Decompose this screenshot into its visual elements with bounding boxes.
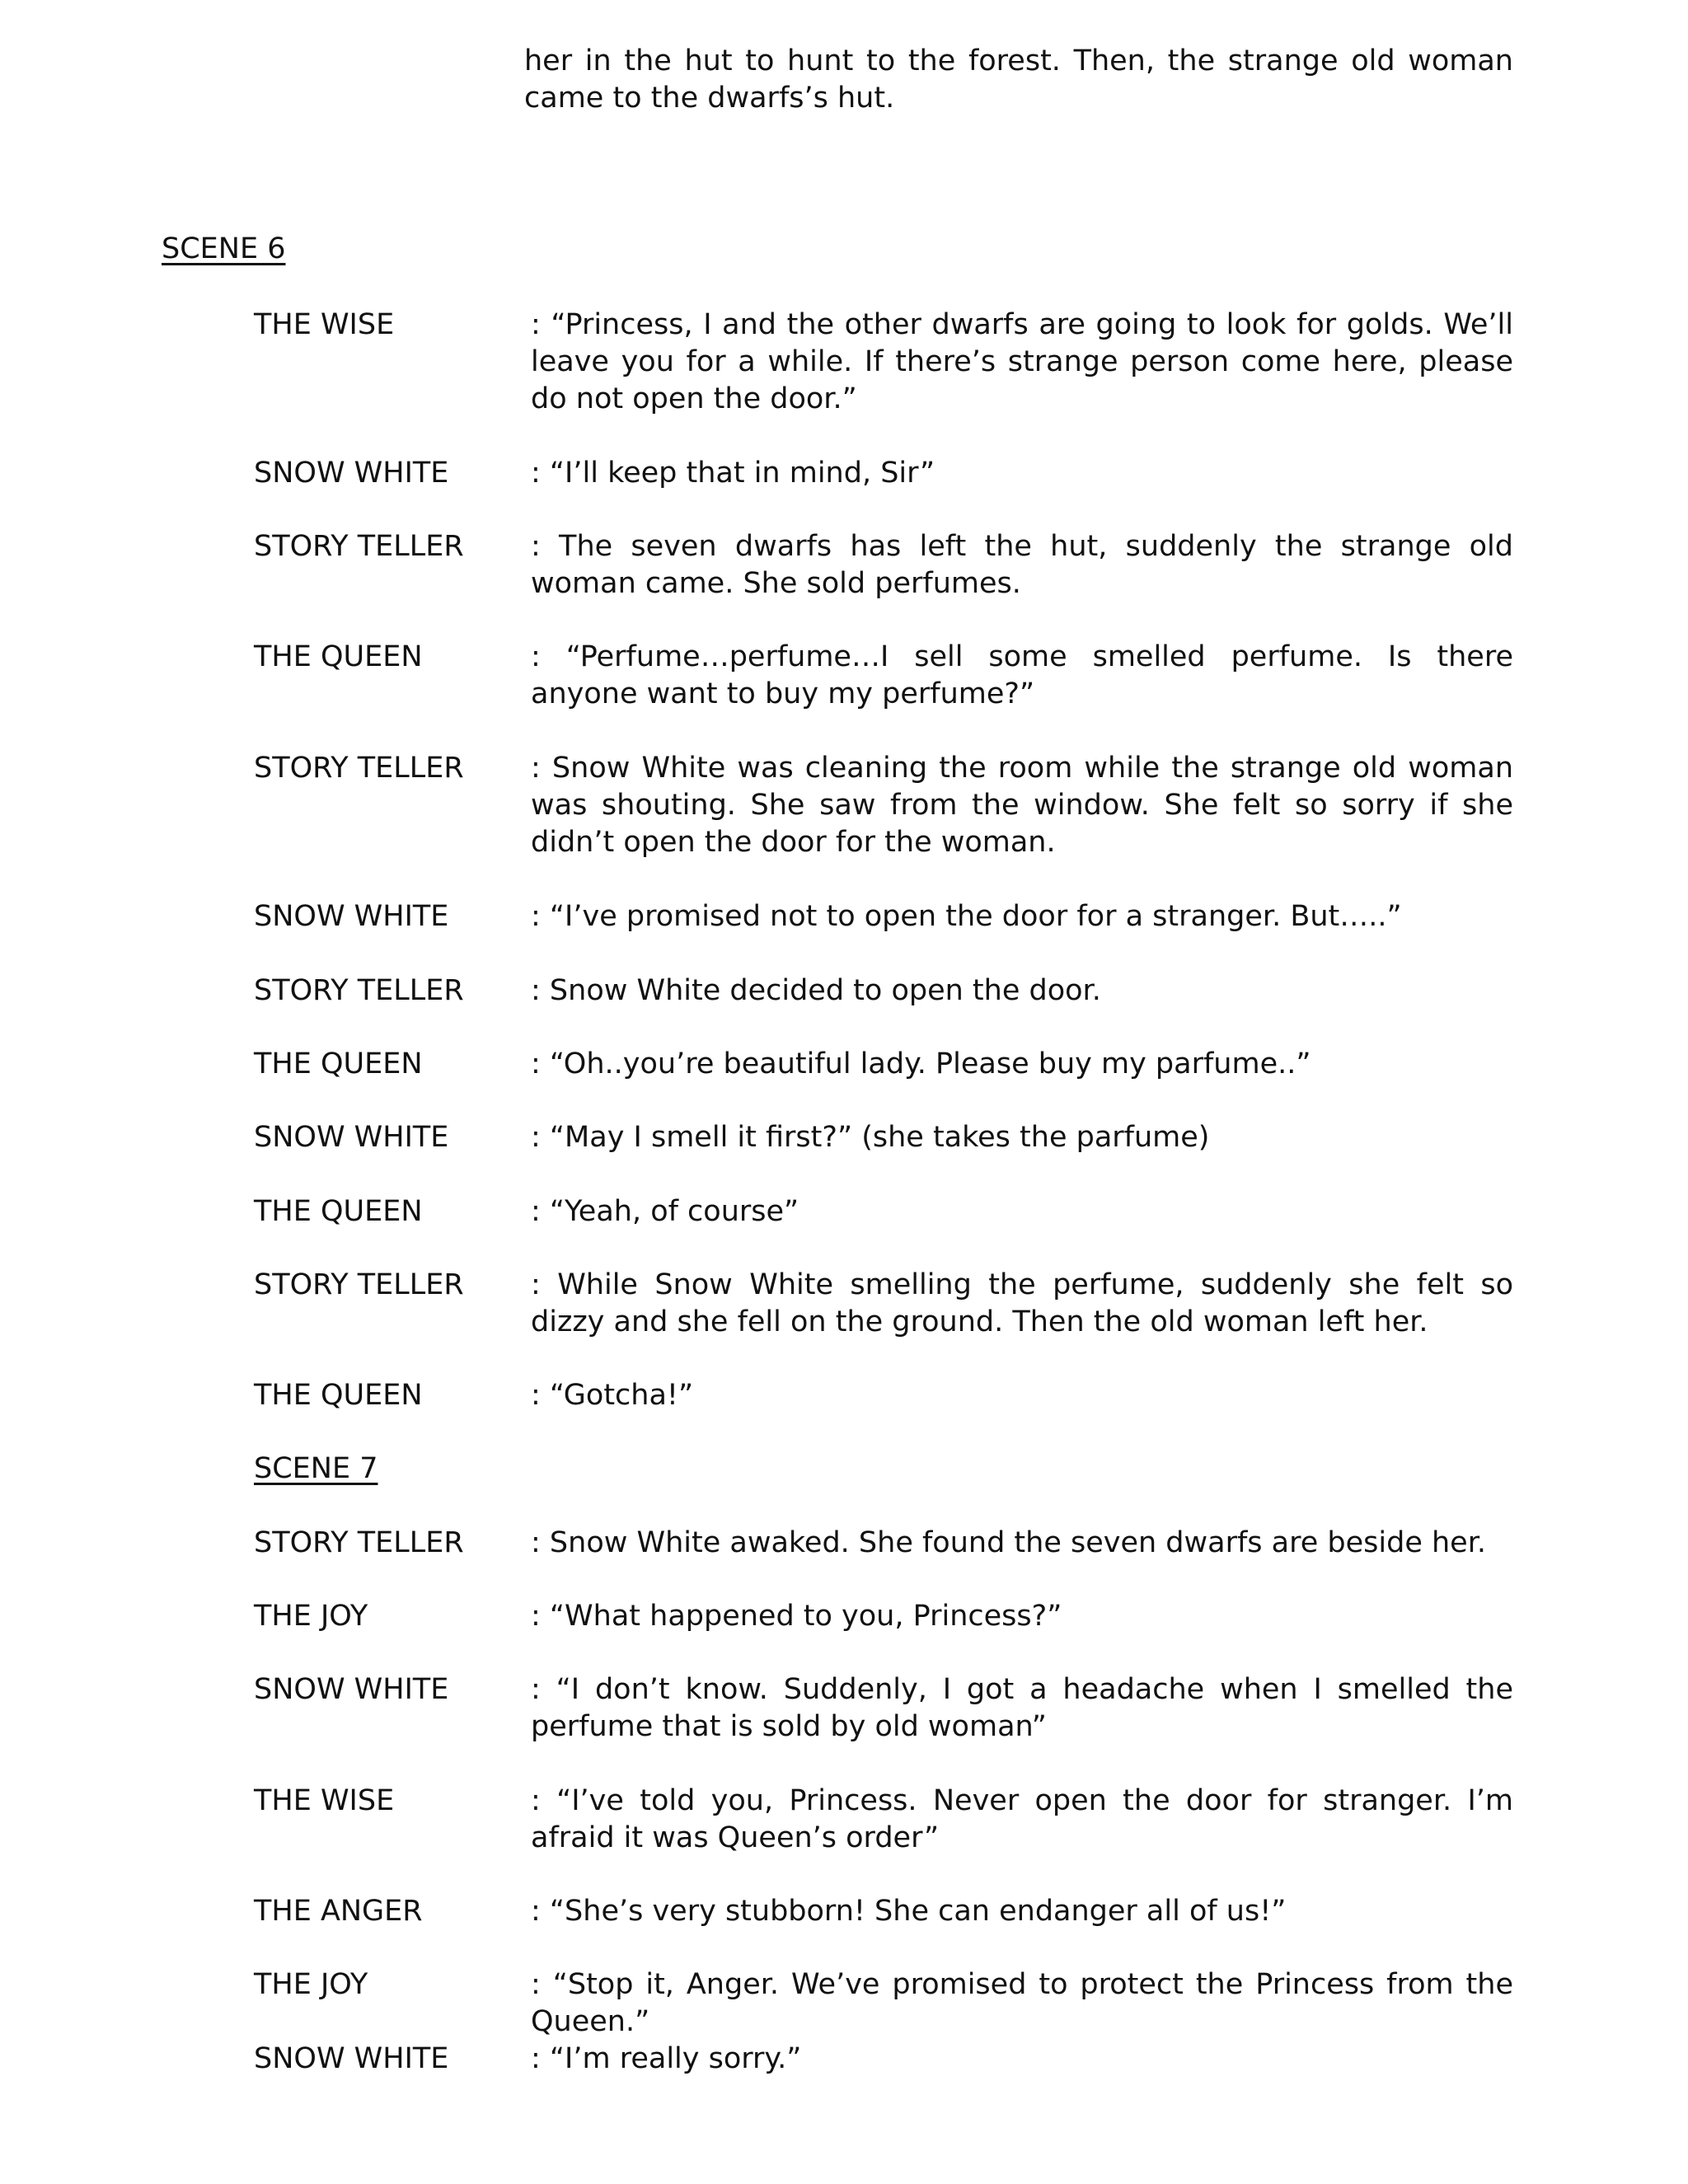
dialogue-text: : “She’s very stubborn! She can endanger all of us!” bbox=[531, 1895, 1287, 1928]
speaker-name: STORY TELLER bbox=[254, 974, 464, 1007]
dialogue-line bbox=[254, 307, 1513, 418]
dialogue-text: : The seven dwarfs has left the hut, suddenly the strange old woman came. She sold perfumes. bbox=[531, 530, 1513, 600]
dialogue-text: : Snow White awaked. She found the seven dwarfs are beside her. bbox=[531, 1526, 1486, 1559]
speaker-name: STORY TELLER bbox=[254, 752, 464, 785]
dialogue-text: : “May I smell it first?” (she takes the parfume) bbox=[531, 1121, 1210, 1154]
dialogue-line bbox=[254, 1525, 1513, 1562]
speaker-name: THE QUEEN bbox=[254, 1379, 423, 1412]
dialogue-line bbox=[254, 1267, 1513, 1341]
dialogue-line bbox=[254, 1598, 1513, 1635]
dialogue-text: : “I don’t know. Suddenly, I got a headache when I smelled the perfume that is sold by old woman” bbox=[531, 1673, 1513, 1743]
dialogue-line bbox=[254, 1119, 1513, 1156]
speaker-name: SNOW WHITE bbox=[254, 2042, 449, 2075]
dialogue-line bbox=[254, 1377, 1513, 1414]
dialogue-text: : “Oh..you’re beautiful lady. Please buy my parfume..” bbox=[531, 1047, 1311, 1080]
dialogue-line bbox=[254, 1893, 1513, 1930]
dialogue-text: : “I’ve told you, Princess. Never open the door for stranger. I’m afraid it was Queen’s order” bbox=[531, 1784, 1513, 1854]
speaker-name: THE QUEEN bbox=[254, 1195, 423, 1228]
dialogue-text: : “Perfume…perfume…I sell some smelled perfume. Is there anyone want to buy my perfume?” bbox=[531, 640, 1513, 710]
dialogue-text: : “I’ve promised not to open the door for a stranger. But…..” bbox=[531, 900, 1402, 933]
dialogue-text: : Snow White was cleaning the room while the strange old woman was shouting. She saw from the window. She felt so sorry if she didn’t open the door for the woman. bbox=[531, 752, 1513, 859]
dialogue-text: : “Princess, I and the other dwarfs are going to look for golds. We’ll leave you for a while. If there’s strange person come here, please do not open the door.” bbox=[531, 308, 1513, 415]
dialogue-line bbox=[254, 1193, 1513, 1230]
speaker-name: SNOW WHITE bbox=[254, 457, 449, 490]
speaker-name: THE WISE bbox=[254, 308, 395, 341]
speaker-name: SNOW WHITE bbox=[254, 1673, 449, 1706]
speaker-name: THE JOY bbox=[254, 1600, 368, 1633]
dialogue-text: : While Snow White smelling the perfume, suddenly she felt so dizzy and she fell on the ground. Then the old woman left her. bbox=[531, 1268, 1513, 1338]
dialogue-line bbox=[254, 639, 1513, 713]
speaker-name: STORY TELLER bbox=[254, 1268, 464, 1301]
dialogue-line bbox=[254, 455, 1513, 492]
dialogue-line bbox=[254, 1046, 1513, 1083]
speaker-name: THE WISE bbox=[254, 1784, 395, 1817]
dialogue-text: : “Stop it, Anger. We’ve promised to protect the Princess from the Queen.” bbox=[531, 1968, 1513, 2038]
dialogue-text: : “I’m really sorry.” bbox=[531, 2042, 802, 2075]
dialogue-line bbox=[254, 898, 1513, 935]
scene-7-heading: SCENE 7 bbox=[254, 1452, 378, 1485]
dialogue-line bbox=[254, 1671, 1513, 1746]
speaker-name: THE QUEEN bbox=[254, 640, 423, 673]
speaker-name: THE QUEEN bbox=[254, 1047, 423, 1080]
dialogue-text: : Snow White decided to open the door. bbox=[531, 974, 1101, 1007]
dialogue-line bbox=[254, 2041, 1513, 2078]
dialogue-text: : “What happened to you, Princess?” bbox=[531, 1600, 1062, 1633]
dialogue-text: : “I’ll keep that in mind, Sir” bbox=[531, 457, 935, 490]
scene-6-heading: SCENE 6 bbox=[162, 232, 286, 265]
speaker-name: STORY TELLER bbox=[254, 530, 464, 563]
dialogue-line bbox=[254, 528, 1513, 602]
speaker-name: SNOW WHITE bbox=[254, 1121, 449, 1154]
intro-paragraph: her in the hut to hunt to the forest. Then, the strange old woman came to the dwarfs’s hut. bbox=[524, 45, 1513, 115]
speaker-name: THE JOY bbox=[254, 1968, 368, 2001]
dialogue-line bbox=[254, 750, 1513, 861]
speaker-name: THE ANGER bbox=[254, 1895, 423, 1928]
dialogue-text: : “Yeah, of course” bbox=[531, 1195, 799, 1228]
dialogue-line bbox=[254, 1966, 1513, 2041]
dialogue-line bbox=[254, 972, 1513, 1010]
dialogue-text: : “Gotcha!” bbox=[531, 1379, 694, 1412]
speaker-name: STORY TELLER bbox=[254, 1526, 464, 1559]
dialogue-line bbox=[254, 1783, 1513, 1857]
speaker-name: SNOW WHITE bbox=[254, 900, 449, 933]
